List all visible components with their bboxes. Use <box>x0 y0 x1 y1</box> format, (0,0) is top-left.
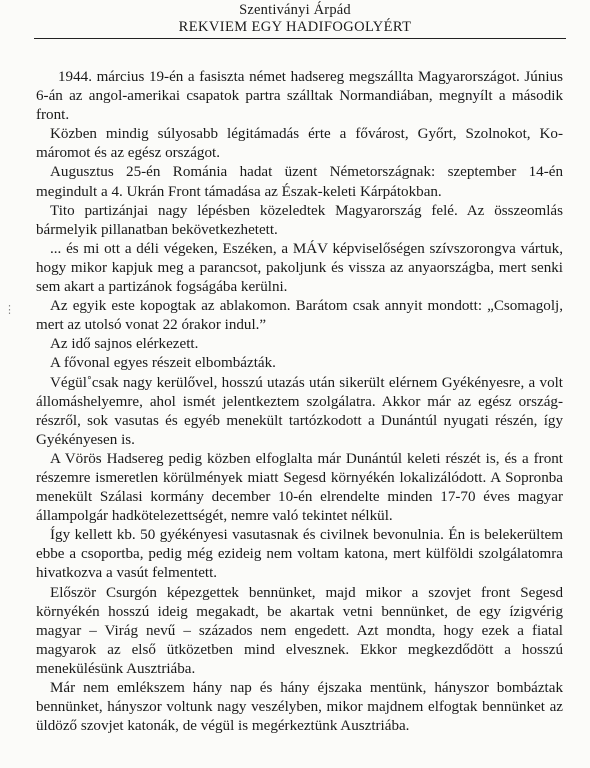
paragraph: Már nem emlékszem hány nap és hány éjszaka mentünk, hányszor bombáztak bennünket, hányszor voltunk nagy veszélyben, mikor majdnem elfogtak bennünket az üldöző szovjet katonák, de végül is megérkeztünk Ausztriába. <box>36 680 563 735</box>
paragraph: A fővonal egyes részeit elbombázták. <box>50 355 276 372</box>
body-text <box>36 68 563 736</box>
margin-mark: ⋮ <box>4 304 15 316</box>
paragraph: Végül˚csak nagy kerülővel, hosszú utazás után sikerült elérnem Gyékényesre, a volt állomáshelyemre, ahol ismét jelentkeztem szolgálatra. Akkor már az egész országrészről, sok vasutas és egyéb menekült tartózkodott a Dunántúl nyugati részén, így Gyékényesen is. <box>36 374 563 448</box>
author-name: Szentiványi Árpád <box>239 2 351 18</box>
paragraph: A Vörös Hadsereg pedig közben elfoglalta már Dunántúl keleti részét is, és a front részemre ismeretlen körülmények miatt Segesd környékén lokalizálódott. A Sopronba menekült Szálasi kormány december 10-én elrendelte minden 17-70 éves magyar állampolgár hadkötelezettségét, nemre való tekintet nélkül. <box>36 450 563 525</box>
book-title: REKVIEM EGY HADIFOGOLYÉRT <box>178 19 412 35</box>
paragraph: Az egyik este kopogtak az ablakomon. Barátom csak annyit mondott: „Csomagolj, mert az utolsó vonat 22 órakor indul.” <box>36 298 563 334</box>
header-divider <box>34 38 566 39</box>
paragraph: Így kellett kb. 50 gyékényesi vasutasnak és civilnek bevonulnia. Én is belekerültem ebbe a csoportba, pedig még ezideig nem voltam katona, mert külföldi szolgálatomra hivatkozva a vasút felmentett. <box>36 527 563 582</box>
paragraph: 1944. március 19-én a fasiszta német hadsereg megszállta Magyarországot. Június 6-án az angol-amerikai csapatok partra szálltak Normandiában, megnyílt a második front. <box>36 69 563 124</box>
paragraph: Tito partizánjai nagy lépésben közeledtek Magyarország felé. Az összeomlás bármelyik pillanatban bekövetkezhetett. <box>36 202 563 238</box>
paragraph: Először Csurgón képezgettek bennünket, majd mikor a szovjet front Segesd környékén hosszú ideig megakadt, be akartak vetni bennünket, de egy ízigvérig magyar – Virág nevű – százados nem engedett. Azt mondta, hogy ezek a fiatal magyarok az első ütközetben mind elvesznek. Ekkor megkezdődött a hosszú menekülésünk Ausztriába. <box>36 584 563 677</box>
running-header <box>0 2 590 36</box>
paragraph: Közben mindig súlyosabb légitámadás érte a fővárost, Győrt, Szolnokot, Komáromot és az egész országot. <box>36 126 563 162</box>
paragraph: ... és mi ott a déli végeken, Eszéken, a MÁV képviselőségen szívszorongva vártuk, hogy mikor kapjuk meg a parancsot, pakoljunk és vissza az anyaországba, mert senki sem akart a partizánok fogságába kerülni. <box>36 240 563 296</box>
paragraph: Az idő sajnos elérkezett. <box>50 336 199 353</box>
paragraph: Augusztus 25-én Románia hadat üzent Németországnak: szeptember 14-én megindult a 4. Ukrán Front támadása az Észak-keleti Kárpátokban. <box>36 164 563 200</box>
